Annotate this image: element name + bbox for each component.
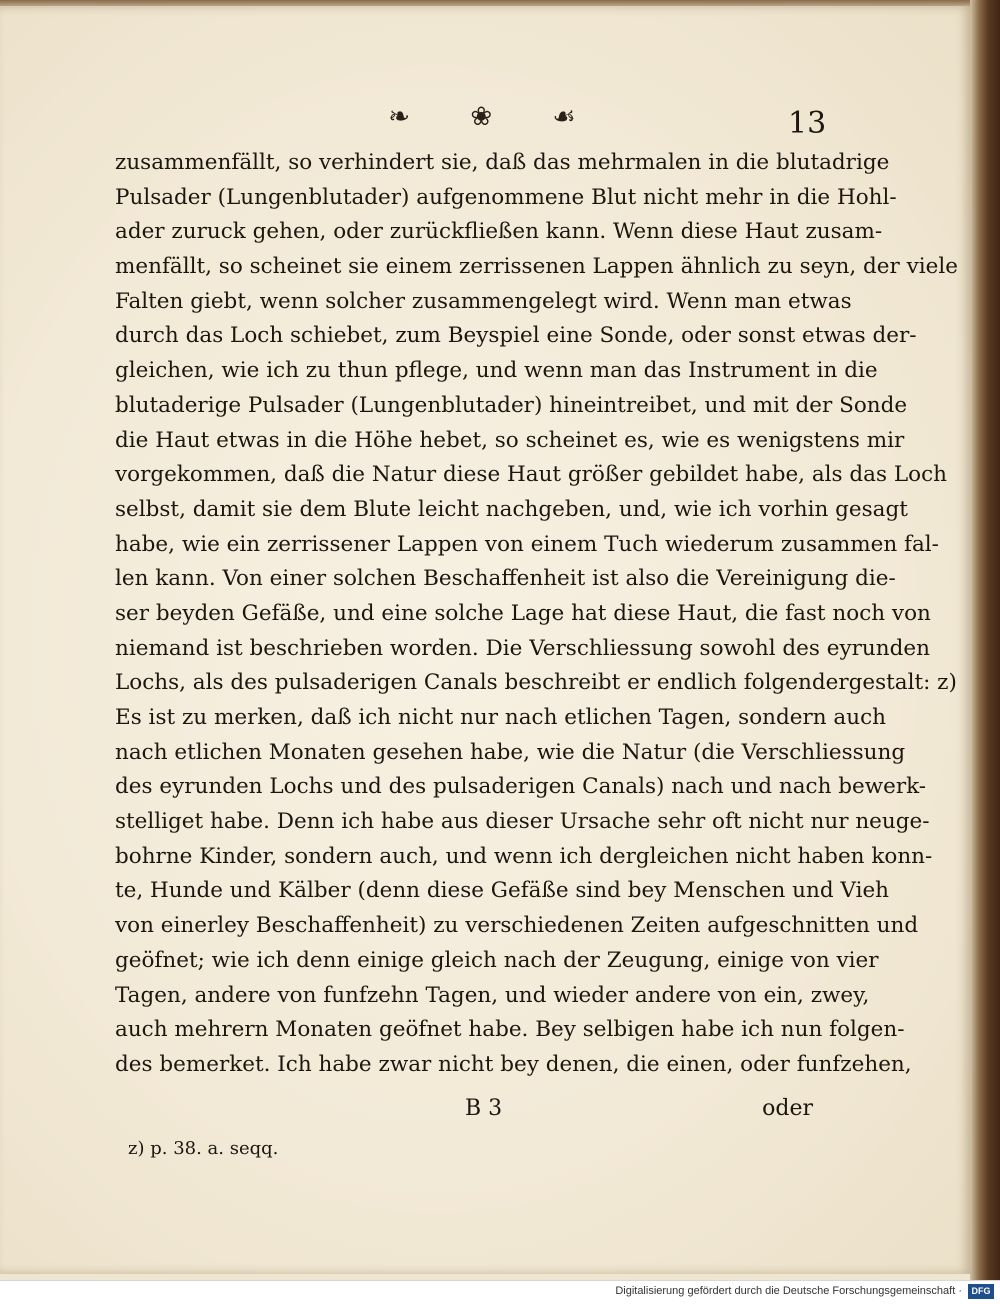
dfg-logo: DFG [968,1284,994,1299]
text-line: geöfnet; wie ich denn einige gleich nach der Zeugung, einige von vier [115,947,879,973]
catchword: oder [762,1096,813,1121]
book-cover-edge [970,0,1000,1280]
text-line: bohrne Kinder, sondern auch, und wenn ich dergleichen nicht haben konn- [115,843,933,869]
text-line: Lochs, als des pulsaderigen Canals beschreibt er endlich folgendergestalt: z) [115,670,957,696]
text-line: vorgekommen, daß die Natur diese Haut größer gebildet habe, als das Loch [115,462,947,488]
text-line: menfällt, so scheinet sie einem zerrissenen Lappen ähnlich zu seyn, der viele [115,254,958,280]
text-line: durch das Loch schiebet, zum Beyspiel eine Sonde, oder sonst etwas der- [115,323,917,349]
ornament-left-icon: ❧ [388,102,419,132]
funding-credit: Digitalisierung gefördert durch die Deutsche Forschungsgemeinschaft · [615,1285,962,1297]
text-line: selbst, damit sie dem Blute leicht nachgeben, und, wie ich vorhin gesagt [115,496,908,522]
text-line: ser beyden Gefäße, und eine solche Lage hat diese Haut, die fast noch von [115,600,931,626]
text-line: Es ist zu merken, daß ich nicht nur nach etlichen Tagen, sondern auch [115,705,886,730]
text-line: Pulsader (Lungenblutader) aufgenommene Blut nicht mehr in die Hohl- [115,184,897,210]
ornament-right-icon: ☙ [552,102,584,132]
text-line: des eyrunden Lochs und des pulsaderigen Canals) nach und nach bewerk- [115,774,927,800]
text-line: ader zuruck gehen, oder zurückfließen kann. Wenn diese Haut zusam- [115,219,883,245]
footnote: z) p. 38. a. seqq. [128,1138,279,1159]
text-line: nach etlichen Monaten gesehen habe, wie die Natur (die Verschliessung [115,739,906,765]
text-line: Falten giebt, wenn solcher zusammengelegt wird. Wenn man etwas [115,288,852,314]
page-number: 13 [788,106,827,141]
text-line: len kann. Von einer solchen Beschaffenheit ist also die Vereinigung die- [115,566,896,592]
text-line: von einerley Beschaffenheit) zu verschiedenen Zeiten aufgeschnitten und [115,913,919,939]
footer-bar [0,1280,1000,1304]
signature-mark: B 3 [465,1096,503,1121]
text-line: niemand ist beschrieben worden. Die Verschliessung sowohl des eyrunden [115,635,930,661]
header-ornament [0,102,972,132]
text-line: auch mehrern Monaten geöfnet habe. Bey selbigen habe ich nun folgen- [115,1017,905,1043]
text-line: stelliget habe. Denn ich habe aus dieser Ursache sehr oft nicht nur neuge- [115,809,930,835]
text-line: zusammenfällt, so verhindert sie, daß das mehrmalen in die blutadrige [115,150,890,175]
text-line: blutaderige Pulsader (Lungenblutader) hineintreibet, und mit der Sonde [115,392,908,418]
text-line: des bemerket. Ich habe zwar nicht bey denen, die einen, oder funfzehen, [115,1051,912,1077]
body-text [115,146,958,1083]
ornament-center-icon: ❀ [470,102,501,132]
text-line: gleichen, wie ich zu thun pflege, und wenn man das Instrument in die [115,358,878,384]
book-page [0,6,972,1274]
catchword-row [115,1096,843,1132]
text-line: die Haut etwas in die Höhe hebet, so scheinet es, wie es wenigstens mir [115,427,905,453]
text-line: Tagen, andere von funfzehn Tagen, und wieder andere von ein, zwey, [115,982,870,1008]
text-line: habe, wie ein zerrissener Lappen von einem Tuch wiederum zusammen fal- [115,531,939,557]
text-line: te, Hunde und Kälber (denn diese Gefäße sind bey Menschen und Vieh [115,878,890,904]
